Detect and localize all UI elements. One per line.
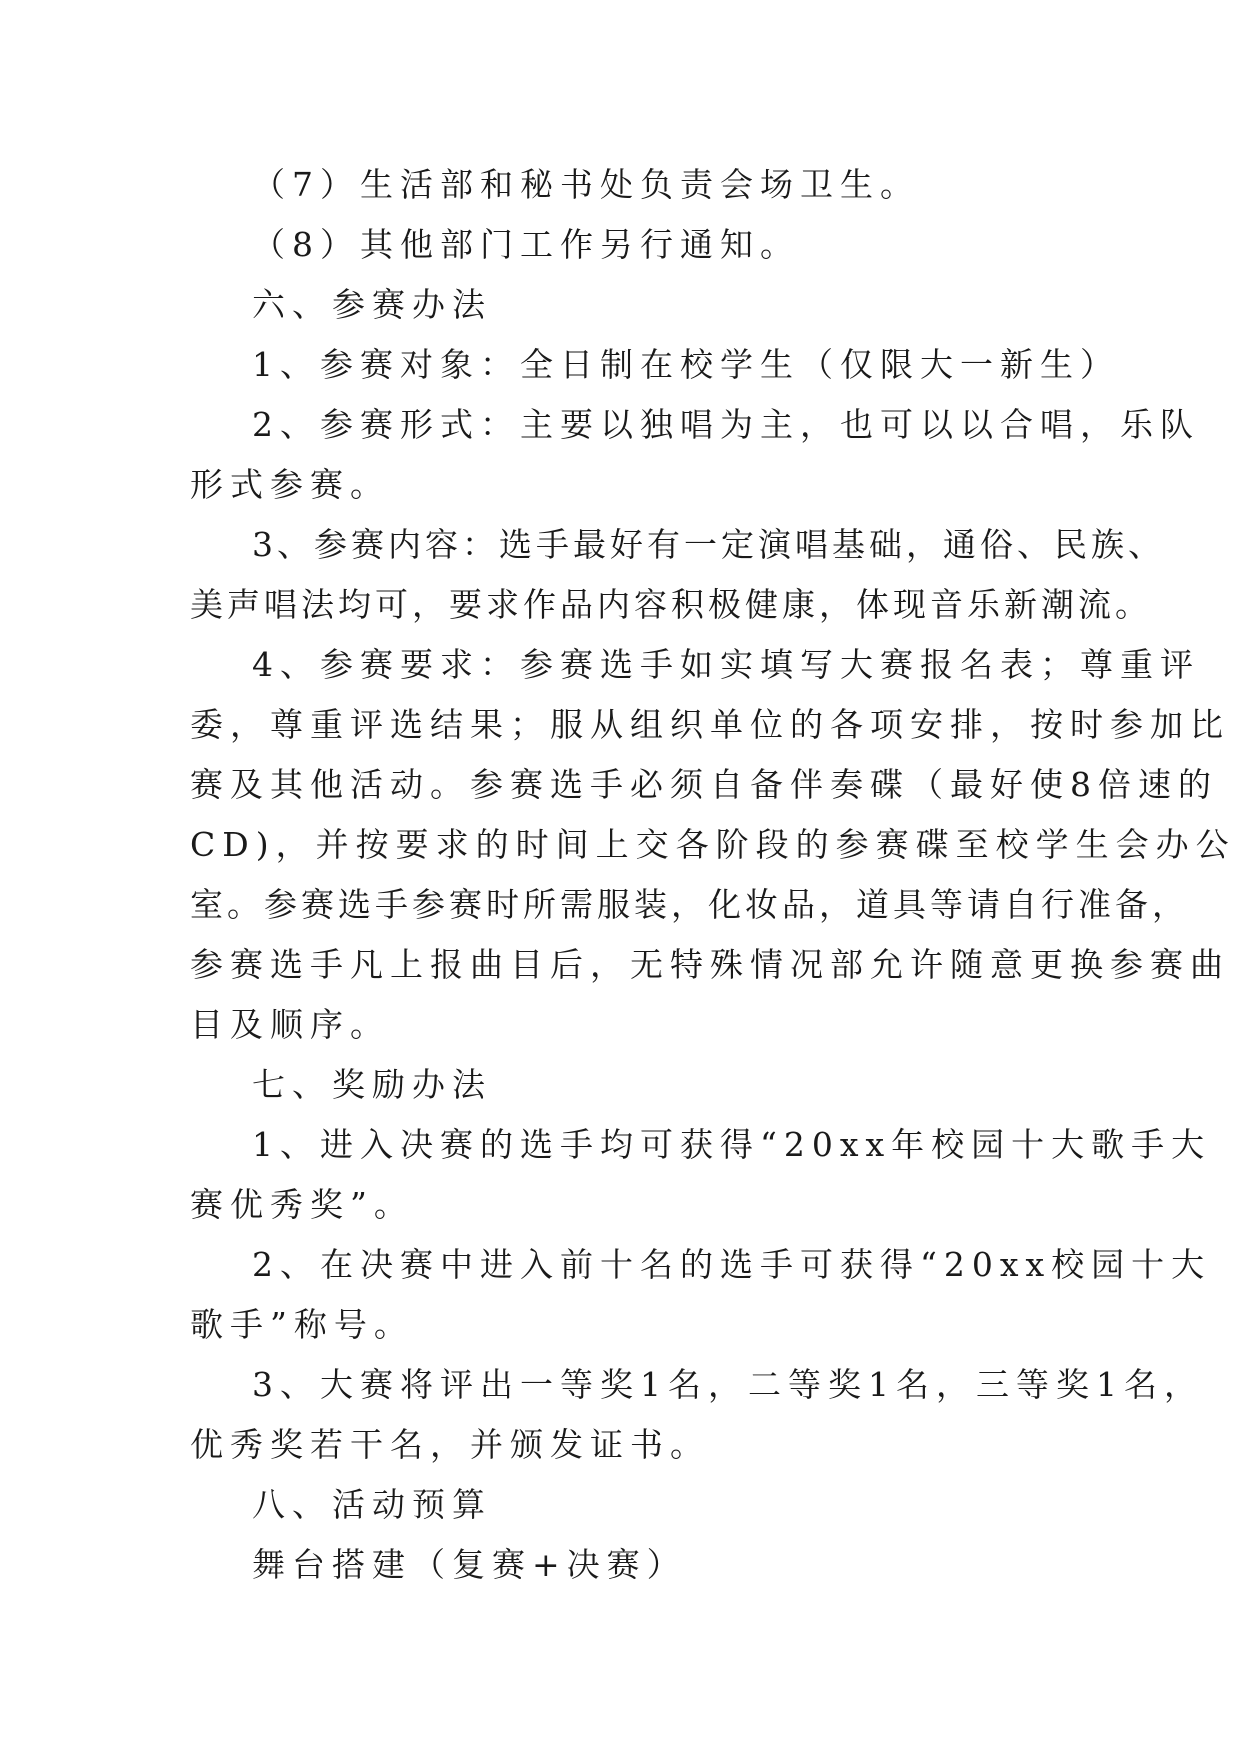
rule-1-participants: 1、参赛对象：全日制在校学生（仅限大一新生）: [252, 345, 1120, 384]
award-1-continued: 赛优秀奖”。: [190, 1185, 414, 1224]
paragraph-item-7: （7）生活部和秘书处负责会场卫生。: [252, 165, 920, 204]
award-2: 2、在决赛中进入前十名的选手可获得“20xx校园十大: [252, 1245, 1212, 1284]
award-3: 3、大赛将评出一等奖1名，二等奖1名，三等奖1名，: [252, 1365, 1204, 1404]
section-heading-7: 七、奖励办法: [252, 1065, 492, 1104]
rule-3-content: 3、参赛内容：选手最好有一定演唱基础，通俗、民族、: [252, 525, 1165, 564]
section-heading-8: 八、活动预算: [252, 1485, 492, 1524]
award-2-continued: 歌手”称号。: [190, 1305, 414, 1344]
rule-3-content-continued: 美声唱法均可，要求作品内容积极健康，体现音乐新潮流。: [190, 585, 1152, 624]
rule-4-requirements-line-5: 室。参赛选手参赛时所需服装，化妆品，道具等请自行准备，: [190, 885, 1189, 924]
award-3-continued: 优秀奖若干名，并颁发证书。: [190, 1425, 710, 1464]
rule-4-requirements: 4、参赛要求：参赛选手如实填写大赛报名表；尊重评: [252, 645, 1200, 684]
award-1: 1、进入决赛的选手均可获得“20xx年校园十大歌手大: [252, 1125, 1212, 1164]
rule-4-requirements-line-7: 目及顺序。: [190, 1005, 390, 1044]
paragraph-item-8: （8）其他部门工作另行通知。: [252, 225, 800, 264]
rule-2-form-continued: 形式参赛。: [190, 465, 390, 504]
rule-4-requirements-line-6: 参赛选手凡上报曲目后，无特殊情况部允许随意更换参赛曲: [190, 945, 1230, 984]
section-heading-6: 六、参赛办法: [252, 285, 492, 324]
rule-4-requirements-line-2: 委，尊重评选结果；服从组织单位的各项安排，按时参加比: [190, 705, 1230, 744]
rule-4-requirements-line-3: 赛及其他活动。参赛选手必须自备伴奏碟（最好使8倍速的: [190, 765, 1218, 804]
budget-item-stage: 舞台搭建（复赛+决赛）: [252, 1545, 687, 1584]
rule-2-form: 2、参赛形式：主要以独唱为主，也可以以合唱，乐队: [252, 405, 1200, 444]
rule-4-requirements-line-4: CD)，并按要求的时间上交各阶段的参赛碟至校学生会办公: [190, 825, 1236, 864]
